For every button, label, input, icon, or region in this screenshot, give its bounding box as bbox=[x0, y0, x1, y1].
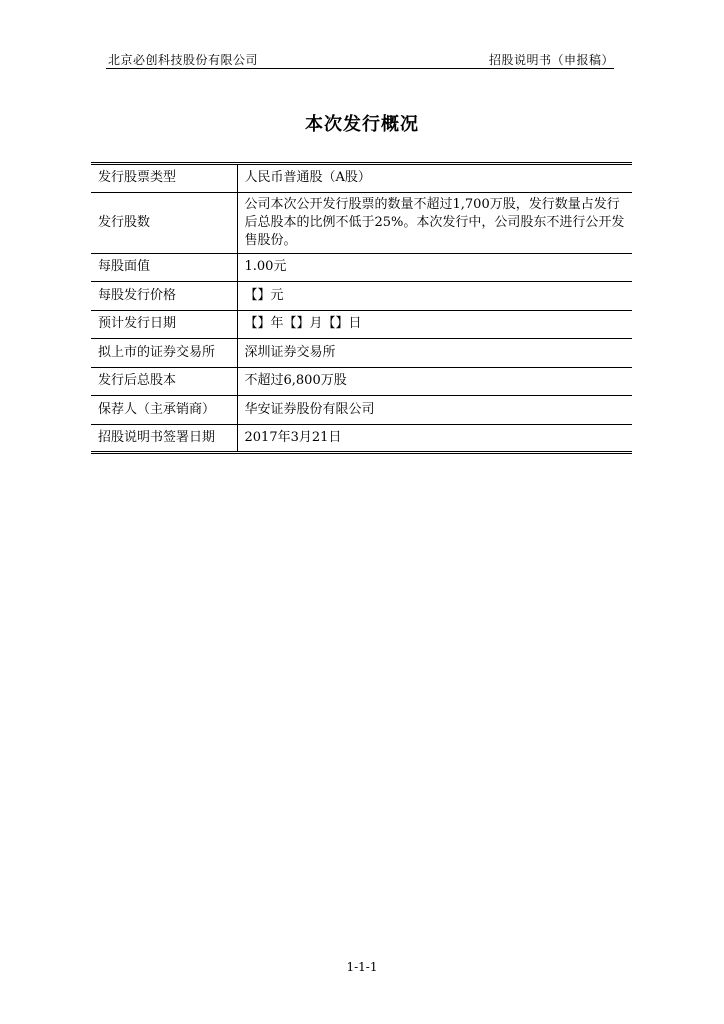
table-row bbox=[91, 367, 632, 396]
row-value: 华安证券股份有限公司 bbox=[237, 396, 632, 425]
table-row bbox=[91, 282, 632, 311]
offering-overview-table bbox=[91, 162, 632, 454]
row-value: 公司本次公开发行股票的数量不超过1,700万股，发行数量占发行后总股本的比例不低于25%。本次发行中，公司股东不进行公开发售股份。 bbox=[237, 192, 632, 253]
row-label: 保荐人（主承销商） bbox=[91, 396, 237, 425]
table-row bbox=[91, 192, 632, 253]
row-value: 不超过6,800万股 bbox=[237, 367, 632, 396]
row-label: 发行股票类型 bbox=[91, 164, 237, 193]
page-title: 本次发行概况 bbox=[305, 114, 419, 135]
page-number: 1-1-1 bbox=[346, 960, 378, 974]
table-row bbox=[91, 310, 632, 339]
header-document-type: 招股说明书（申报稿） bbox=[488, 53, 614, 67]
row-value: 【】年【】月【】日 bbox=[237, 310, 632, 339]
row-value: 【】元 bbox=[237, 282, 632, 311]
row-label: 招股说明书签署日期 bbox=[91, 424, 237, 453]
table-row bbox=[91, 339, 632, 368]
row-label: 发行后总股本 bbox=[91, 367, 237, 396]
row-label: 每股面值 bbox=[91, 253, 237, 282]
row-value: 2017年3月21日 bbox=[237, 424, 632, 453]
row-label: 拟上市的证券交易所 bbox=[91, 339, 237, 368]
row-value: 1.00元 bbox=[237, 253, 632, 282]
header-rule bbox=[106, 68, 614, 69]
row-label: 发行股数 bbox=[91, 192, 237, 253]
table-row bbox=[91, 253, 632, 282]
row-label: 每股发行价格 bbox=[91, 282, 237, 311]
row-label: 预计发行日期 bbox=[91, 310, 237, 339]
table-row bbox=[91, 164, 632, 193]
row-value: 深圳证券交易所 bbox=[237, 339, 632, 368]
row-value: 人民币普通股（A股） bbox=[237, 164, 632, 193]
table-row bbox=[91, 424, 632, 453]
table-row bbox=[91, 396, 632, 425]
header-company-name: 北京必创科技股份有限公司 bbox=[108, 53, 259, 67]
